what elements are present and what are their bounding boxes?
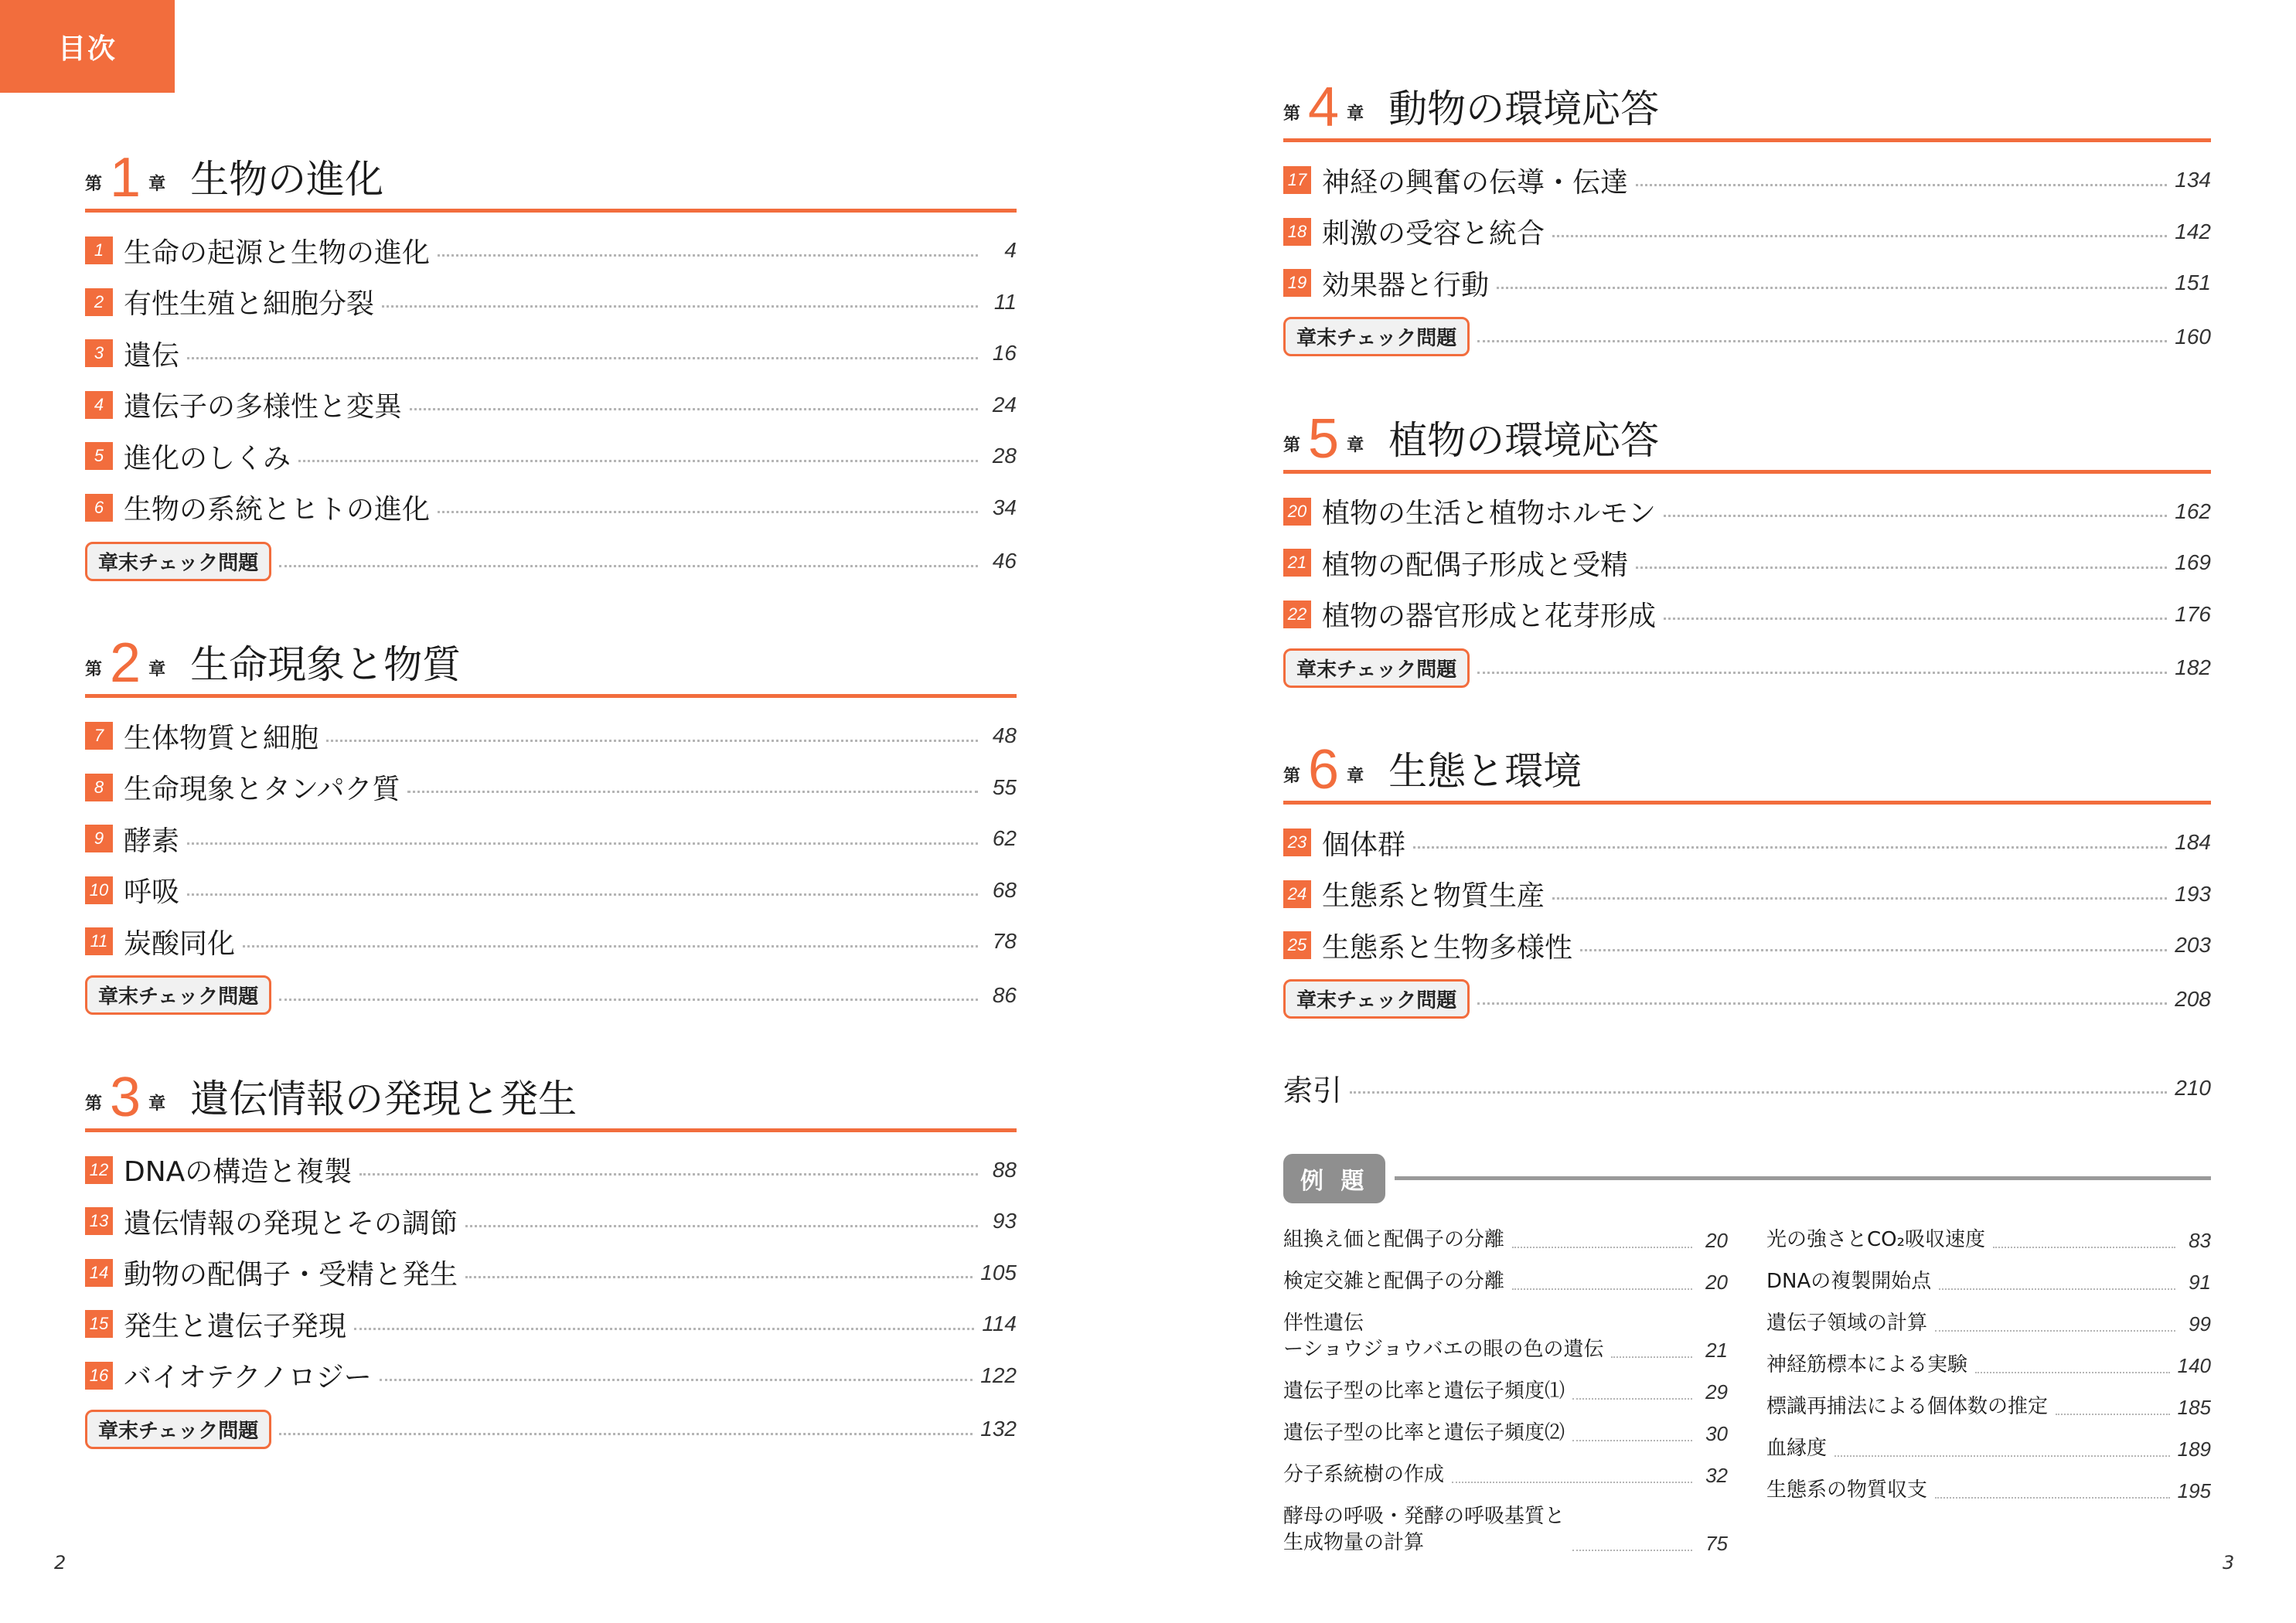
page-number: 75 [1705, 1531, 1728, 1555]
example-title [1766, 1352, 1967, 1378]
toc-entry[interactable] [85, 328, 1017, 379]
section-number-badge: 10 [85, 876, 113, 904]
section-number-badge: 19 [1283, 269, 1311, 297]
toc-entry[interactable] [1283, 537, 2211, 589]
dot-leader [465, 1276, 973, 1278]
example-title-line: ーショウジョウバエの眼の色の遺伝 [1283, 1337, 1604, 1361]
dot-leader [465, 1225, 978, 1227]
page-number: 91 [2189, 1270, 2211, 1294]
dot-leader [1477, 1002, 2167, 1005]
dot-leader [1512, 1288, 1692, 1290]
page-number: 48 [992, 723, 1017, 748]
dot-leader [1664, 618, 2167, 620]
chapter-section [1283, 736, 2211, 1027]
chapter-check-label: 章末チェック問題 [1283, 648, 1470, 688]
toc-entry[interactable] [85, 865, 1017, 917]
section-number-badge: 13 [85, 1207, 113, 1235]
toc-entry[interactable] [1283, 206, 2211, 258]
right-page [1148, 0, 2296, 1623]
toc-entry[interactable] [85, 277, 1017, 328]
dot-leader [1477, 672, 2167, 674]
dot-leader [407, 791, 978, 793]
example-entry[interactable] [1766, 1477, 2211, 1503]
section-number-badge: 25 [1283, 931, 1311, 959]
section-title: 発生と遺伝子発現 [124, 1310, 347, 1342]
page-number: 32 [1705, 1463, 1728, 1487]
example-title-line: 組換え価と配偶子の分離 [1283, 1227, 1505, 1251]
page-number: 29 [1705, 1380, 1728, 1404]
toc-entry[interactable] [85, 1298, 1017, 1350]
index-entry[interactable] [1283, 1061, 2211, 1115]
example-title-line: 標識再捕法による個体数の推定 [1766, 1394, 2049, 1418]
chapter-header [1283, 736, 2211, 805]
chapter-check-entry[interactable] [1283, 971, 2211, 1027]
toc-entry[interactable] [85, 379, 1017, 431]
toc-entry[interactable] [85, 916, 1017, 968]
section-title: 生物の系統とヒトの進化 [124, 494, 431, 526]
page-number: 24 [992, 392, 1017, 417]
section-title: 植物の生活と植物ホルモン [1322, 498, 1657, 530]
example-entry[interactable] [1283, 1227, 1728, 1253]
dot-leader [187, 893, 978, 896]
dot-leader [187, 842, 978, 845]
chapter-number: 5 [1308, 407, 1340, 470]
dot-leader [1935, 1330, 2175, 1332]
toc-entry[interactable] [85, 1247, 1017, 1299]
page-number: 195 [2177, 1478, 2211, 1502]
page-number: 182 [2175, 655, 2211, 679]
example-entry[interactable] [1283, 1461, 1728, 1488]
page-number: 11 [993, 289, 1017, 314]
chapter-check-label: 章末チェック問題 [85, 975, 271, 1015]
toc-entry[interactable] [85, 430, 1017, 482]
chapter-number: 1 [110, 147, 141, 209]
chapter-suffix: 章 [1347, 104, 1364, 124]
section-title: 生命の起源と生物の進化 [124, 236, 431, 269]
example-title-line: 分子系統樹の作成 [1283, 1462, 1445, 1486]
example-entry[interactable] [1283, 1268, 1728, 1295]
chapter-section [1283, 73, 2211, 365]
right-column [1283, 73, 2211, 1571]
page-number: 21 [1705, 1338, 1728, 1362]
dot-leader [1350, 1091, 2167, 1094]
dot-leader [1636, 567, 2167, 569]
chapter-prefix: 第 [1283, 104, 1301, 124]
chapter-header [1283, 73, 2211, 142]
section-title: 呼吸 [124, 876, 180, 909]
section-title: 刺激の受容と統合 [1322, 218, 1545, 250]
page-number-left: 2 [54, 1552, 66, 1574]
example-title-line: 血縁度 [1766, 1436, 1828, 1460]
chapter-number: 6 [1308, 739, 1340, 801]
example-title [1766, 1268, 1931, 1295]
toc-entry[interactable] [85, 1350, 1017, 1402]
dot-leader [279, 1433, 973, 1435]
page-number: 4 [1004, 238, 1017, 263]
example-title-line: 生態系の物質収支 [1766, 1478, 1928, 1502]
dot-leader [1477, 340, 2167, 342]
dot-leader [1572, 1440, 1692, 1441]
section-number-badge: 22 [1283, 601, 1311, 628]
toc-entry[interactable] [85, 762, 1017, 814]
chapter-section [85, 144, 1017, 589]
page-number: 105 [980, 1260, 1017, 1284]
example-title [1283, 1227, 1504, 1253]
section-number-badge: 5 [85, 442, 113, 470]
dot-leader [1834, 1455, 2170, 1457]
dot-leader [359, 1173, 978, 1176]
chapter-prefix: 第 [1283, 435, 1301, 455]
dot-leader [410, 408, 978, 410]
toc-entry[interactable] [85, 1196, 1017, 1247]
dot-leader [298, 460, 978, 462]
section-title: 有性生殖と細胞分裂 [124, 288, 375, 321]
chapter-check-label: 章末チェック問題 [1283, 317, 1470, 356]
chapter-check-entry[interactable] [1283, 640, 2211, 696]
example-entry[interactable] [1766, 1352, 2211, 1378]
section-number-badge: 18 [1283, 218, 1311, 246]
chapter-header [85, 1063, 1017, 1132]
page-number: 46 [992, 549, 1017, 573]
example-title [1283, 1378, 1565, 1404]
toc-entry[interactable] [85, 1145, 1017, 1196]
left-column [85, 144, 1017, 1497]
toc-entry[interactable] [1283, 869, 2211, 920]
section-title: 生体物質と細胞 [124, 722, 319, 754]
example-title [1766, 1435, 1827, 1461]
page-number: 162 [2175, 498, 2211, 523]
example-title [1283, 1310, 1603, 1363]
section-number-badge: 15 [85, 1310, 113, 1338]
page-number: 78 [992, 929, 1017, 954]
examples-label: 例 題 [1283, 1154, 1385, 1203]
chapter-check-entry[interactable] [85, 533, 1017, 589]
example-title [1766, 1477, 1927, 1503]
page-number: 99 [2189, 1312, 2211, 1335]
section-title: DNAの構造と複製 [124, 1156, 353, 1189]
dot-leader [1636, 184, 2167, 186]
examples-divider [1395, 1176, 2211, 1180]
example-title-line: DNAの複製開始点 [1766, 1269, 1932, 1293]
example-entry[interactable] [1283, 1378, 1728, 1404]
chapter-title: 生態と環境 [1388, 749, 1582, 794]
dot-leader [279, 565, 978, 567]
example-title-line: 酵母の呼吸・発酵の呼吸基質と [1283, 1504, 1565, 1528]
example-title-line: 遺伝子型の比率と遺伝子頻度⑴ [1283, 1379, 1565, 1403]
section-number-badge: 24 [1283, 880, 1311, 908]
chapter-title: 動物の環境応答 [1388, 87, 1660, 131]
section-title: 生態系と生物多様性 [1322, 931, 1573, 964]
chapter-suffix: 章 [1347, 767, 1364, 786]
section-title: 生態系と物質生産 [1322, 880, 1545, 913]
toc-entry[interactable] [85, 225, 1017, 277]
chapter-section [85, 629, 1017, 1023]
page-number: 176 [2175, 601, 2211, 626]
toc-entry[interactable] [1283, 817, 2211, 869]
dot-leader [2056, 1414, 2170, 1415]
chapter-number: 3 [110, 1066, 141, 1128]
section-number-badge: 12 [85, 1156, 113, 1184]
page-number: 203 [2175, 933, 2211, 958]
chapter-suffix: 章 [148, 175, 166, 194]
section-title: 植物の配偶子形成と受精 [1322, 549, 1629, 581]
dot-leader [187, 357, 978, 359]
chapter-prefix: 第 [85, 1094, 103, 1114]
chapter-section [85, 1063, 1017, 1458]
example-entry[interactable] [1283, 1503, 1728, 1556]
examples-column-right [1766, 1227, 2211, 1571]
example-title [1766, 1227, 1985, 1253]
page-number: 68 [992, 877, 1017, 902]
page-number: 160 [2175, 324, 2211, 349]
example-title-line: 遺伝子領域の計算 [1766, 1311, 1928, 1335]
chapter-prefix: 第 [85, 175, 103, 194]
dot-leader [279, 999, 978, 1001]
section-title: 効果器と行動 [1322, 269, 1490, 301]
chapter-suffix: 章 [148, 1094, 166, 1114]
section-number-badge: 17 [1283, 166, 1311, 194]
example-title-line: 検定交雑と配偶子の分離 [1283, 1269, 1505, 1293]
page-number: 16 [992, 341, 1017, 366]
toc-entry[interactable] [85, 710, 1017, 762]
page-number: 185 [2177, 1395, 2211, 1419]
section-title: 生命現象とタンパク質 [124, 774, 400, 806]
page-number: 86 [992, 982, 1017, 1007]
section-title: 動物の配偶子・受精と発生 [124, 1259, 458, 1291]
example-title [1283, 1503, 1565, 1556]
examples-list [1283, 1227, 2211, 1571]
page-number: 122 [980, 1363, 1017, 1387]
example-title [1283, 1268, 1504, 1295]
chapter-prefix: 第 [1283, 767, 1301, 786]
section-number-badge: 21 [1283, 549, 1311, 577]
section-number-badge: 8 [85, 774, 113, 801]
section-number-badge: 9 [85, 825, 113, 852]
section-title: 植物の器官形成と花芽形成 [1322, 601, 1657, 633]
page-number: 193 [2175, 881, 2211, 906]
chapter-check-entry[interactable] [85, 968, 1017, 1023]
example-title [1283, 1420, 1565, 1446]
dot-leader [438, 254, 978, 257]
chapter-section [1283, 405, 2211, 696]
chapter-check-label: 章末チェック問題 [85, 1410, 271, 1449]
toc-tab: 目次 [0, 0, 175, 93]
chapter-number: 4 [1308, 77, 1340, 138]
dot-leader [380, 1379, 973, 1381]
dot-leader [1935, 1497, 2170, 1499]
toc-entry[interactable] [85, 813, 1017, 865]
chapter-header [85, 629, 1017, 698]
dot-leader [1572, 1550, 1692, 1551]
section-number-badge: 23 [1283, 829, 1311, 856]
section-title: 酵素 [124, 825, 180, 857]
page-number: 132 [980, 1417, 1017, 1441]
section-number-badge: 6 [85, 494, 113, 522]
section-number-badge: 11 [85, 927, 113, 955]
chapter-title: 生命現象と物質 [190, 642, 462, 687]
chapter-prefix: 第 [85, 660, 103, 679]
section-number-badge: 20 [1283, 498, 1311, 526]
chapter-header [85, 144, 1017, 213]
page-number: 28 [992, 444, 1017, 468]
dot-leader [1993, 1247, 2175, 1248]
page-number: 210 [2175, 1075, 2211, 1100]
page-number: 184 [2175, 830, 2211, 855]
dot-leader [326, 740, 978, 742]
dot-leader [1413, 846, 2167, 849]
section-title: 神経の興奮の伝導・伝達 [1322, 166, 1629, 199]
page-number: 34 [992, 495, 1017, 519]
page-number: 151 [2175, 270, 2211, 295]
page-number: 20 [1705, 1228, 1728, 1252]
section-number-badge: 3 [85, 339, 113, 367]
section-title: 進化のしくみ [124, 442, 291, 475]
example-entry[interactable] [1766, 1393, 2211, 1420]
dot-leader [438, 511, 978, 513]
section-number-badge: 14 [85, 1259, 113, 1287]
page-number: 93 [992, 1209, 1017, 1233]
toc-entry[interactable] [1283, 155, 2211, 206]
dot-leader [1552, 235, 2167, 237]
example-title-line: 伴性遺伝 [1283, 1311, 1364, 1335]
example-title-line: 生成物量の計算 [1283, 1530, 1425, 1554]
example-entry[interactable] [1283, 1420, 1728, 1446]
dot-leader [243, 945, 978, 948]
chapter-title: 遺伝情報の発現と発生 [190, 1076, 577, 1121]
example-title-line: 遺伝子型の比率と遺伝子頻度⑵ [1283, 1421, 1565, 1444]
dot-leader [1975, 1372, 2170, 1373]
toc-entry[interactable] [1283, 486, 2211, 538]
dot-leader [1611, 1356, 1692, 1358]
chapter-check-label: 章末チェック問題 [1283, 979, 1470, 1019]
dot-leader [1497, 287, 2167, 289]
page-number: 189 [2177, 1437, 2211, 1461]
page-number: 114 [982, 1312, 1017, 1336]
section-number-badge: 16 [85, 1362, 113, 1390]
dot-leader [1552, 897, 2167, 900]
chapter-number: 2 [110, 632, 141, 694]
example-title [1766, 1393, 2048, 1420]
dot-leader [1664, 515, 2167, 517]
page-number-right: 3 [2223, 1552, 2235, 1574]
page-number: 208 [2175, 986, 2211, 1011]
section-number-badge: 1 [85, 236, 113, 264]
toc-entry[interactable] [1283, 257, 2211, 309]
example-entry[interactable] [1766, 1435, 2211, 1461]
example-entry[interactable] [1283, 1310, 1728, 1363]
page-number: 88 [992, 1157, 1017, 1182]
example-entry[interactable] [1766, 1227, 2211, 1253]
section-number-badge: 2 [85, 288, 113, 316]
chapter-title: 植物の環境応答 [1388, 417, 1660, 463]
page-number: 140 [2177, 1353, 2211, 1377]
page-number: 142 [2175, 219, 2211, 243]
chapter-suffix: 章 [148, 660, 166, 679]
dot-leader [1572, 1398, 1692, 1400]
page-number: 62 [992, 826, 1017, 851]
section-title: 遺伝子の多様性と変異 [124, 391, 403, 424]
chapter-check-entry[interactable] [85, 1401, 1017, 1457]
index-title: 索引 [1283, 1073, 1343, 1108]
example-title [1283, 1461, 1444, 1488]
dot-leader [354, 1328, 974, 1330]
toc-entry[interactable] [1283, 589, 2211, 641]
dot-leader [1512, 1247, 1692, 1248]
chapter-header [1283, 405, 2211, 474]
section-title: バイオテクノロジー [124, 1362, 372, 1394]
page-number: 83 [2189, 1228, 2211, 1252]
section-title: 個体群 [1322, 829, 1406, 861]
page-number: 169 [2175, 550, 2211, 575]
section-number-badge: 7 [85, 722, 113, 750]
toc-entry[interactable] [1283, 920, 2211, 971]
toc-entry[interactable] [85, 482, 1017, 534]
chapter-suffix: 章 [1347, 435, 1364, 455]
page-number: 134 [2175, 168, 2211, 192]
chapter-check-label: 章末チェック問題 [85, 542, 271, 581]
section-number-badge: 4 [85, 391, 113, 419]
chapter-title: 生物の進化 [190, 157, 384, 202]
dot-leader [1939, 1288, 2175, 1290]
dot-leader [382, 305, 978, 308]
section-title: 炭酸同化 [124, 927, 236, 960]
dot-leader [1452, 1482, 1692, 1483]
section-title: 遺伝 [124, 339, 180, 372]
examples-header [1283, 1154, 2211, 1203]
example-title [1766, 1310, 1927, 1336]
examples-column-left [1283, 1227, 1728, 1571]
example-entry[interactable] [1766, 1268, 2211, 1295]
chapter-check-entry[interactable] [1283, 309, 2211, 365]
example-title-line: 神経筋標本による実験 [1766, 1352, 1968, 1376]
page-number: 55 [992, 774, 1017, 799]
example-entry[interactable] [1766, 1310, 2211, 1336]
section-title: 遺伝情報の発現とその調節 [124, 1207, 458, 1240]
page-number: 20 [1705, 1270, 1728, 1294]
page-number: 30 [1705, 1421, 1728, 1445]
example-title-line: 光の強さとCO₂吸収速度 [1766, 1227, 1986, 1251]
dot-leader [1580, 949, 2167, 951]
